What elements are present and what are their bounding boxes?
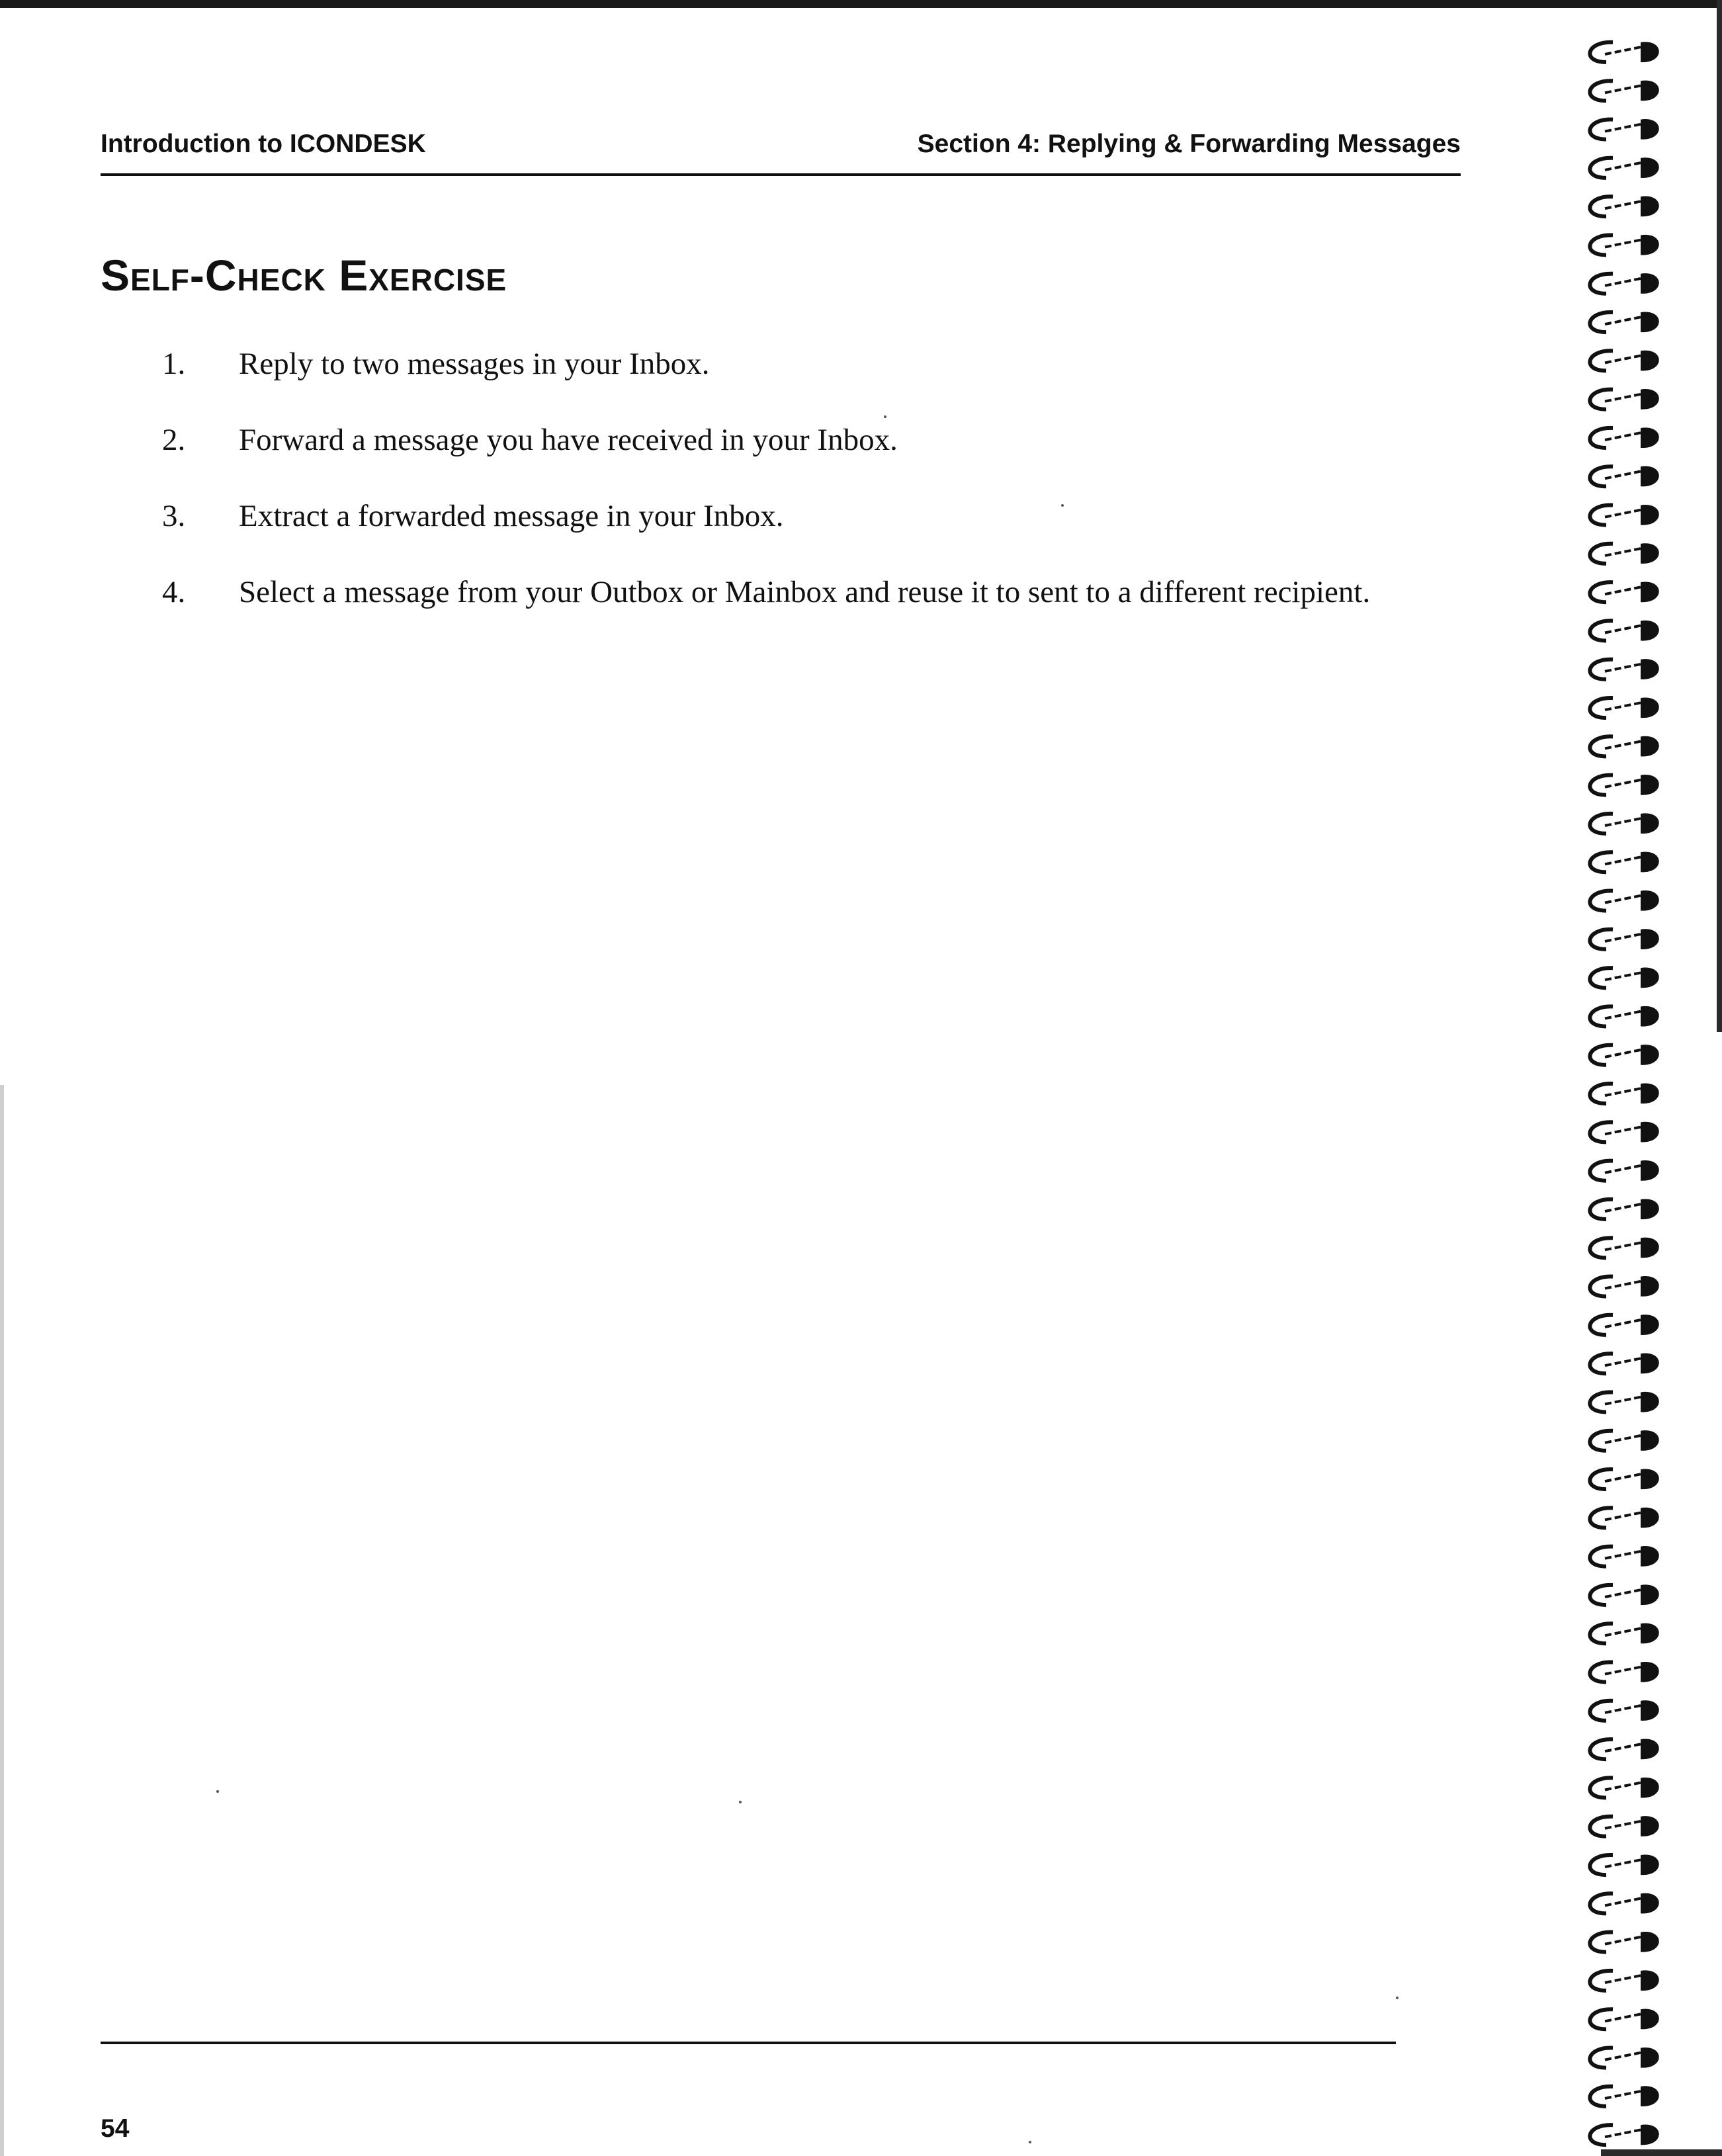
page-title: Self-Check Exercise — [101, 251, 507, 300]
spiral-coil — [1590, 1778, 1658, 1798]
spiral-coil — [1590, 1662, 1658, 1682]
header-section-title: Section 4: Replying & Forwarding Messages — [917, 130, 1461, 158]
spiral-coil — [1590, 736, 1658, 757]
spiral-coil — [1590, 1430, 1658, 1451]
exercise-text: Reply to two messages in your Inbox. — [239, 347, 710, 381]
spiral-coil — [1590, 2048, 1658, 2068]
spiral-coil — [1590, 582, 1658, 603]
spiral-coil — [1590, 1816, 1658, 1836]
exercise-item-3 — [162, 496, 1419, 536]
scan-speck — [739, 1801, 742, 1803]
spiral-coil — [1590, 1354, 1658, 1374]
spiral-coil — [1590, 1854, 1658, 1875]
spiral-coil — [1590, 312, 1658, 332]
spiral-coil — [1590, 427, 1658, 448]
spiral-coil — [1590, 42, 1658, 62]
exercise-number: 2. — [162, 423, 186, 457]
spiral-coil — [1590, 1160, 1658, 1181]
header-document-title: Introduction to ICONDESK — [101, 130, 426, 158]
spiral-coil — [1590, 235, 1658, 255]
exercise-number: 1. — [162, 347, 186, 381]
spiral-coil — [1590, 2009, 1658, 2030]
spiral-coil — [1590, 119, 1658, 140]
exercise-item-1 — [162, 344, 1419, 384]
scan-speck — [884, 415, 886, 418]
spiral-coil — [1590, 852, 1658, 873]
spiral-coil — [1590, 466, 1658, 487]
scan-top-edge — [0, 0, 1722, 8]
page-header — [101, 126, 1461, 176]
spiral-coil — [1590, 775, 1658, 795]
exercise-item-2 — [162, 420, 1419, 460]
spiral-coil — [1590, 1508, 1658, 1528]
spiral-coil — [1590, 890, 1658, 911]
spiral-coil — [1590, 1970, 1658, 1991]
spiral-coil — [1590, 1546, 1658, 1567]
spiral-coil — [1590, 1006, 1658, 1027]
spiral-coil — [1590, 81, 1658, 101]
spiral-coil — [1590, 2086, 1658, 2106]
spiral-coil — [1590, 1739, 1658, 1760]
spiral-coil — [1590, 2125, 1658, 2145]
exercise-item-4 — [162, 572, 1419, 612]
spiral-coil — [1590, 351, 1658, 371]
spiral-coil — [1590, 1238, 1658, 1258]
spiral-coil — [1590, 543, 1658, 564]
exercise-text: Extract a forwarded message in your Inbox. — [239, 499, 784, 533]
spiral-coil — [1590, 621, 1658, 641]
scan-speck — [1029, 2141, 1031, 2143]
scan-speck — [1061, 504, 1064, 507]
spiral-coil — [1590, 1276, 1658, 1297]
spiral-coil — [1590, 505, 1658, 525]
spiral-coil — [1590, 1122, 1658, 1143]
spiral-coil — [1590, 389, 1658, 410]
exercise-list — [162, 344, 1419, 648]
exercise-text: Select a message from your Outbox or Mainbox and reuse it to sent to a different recipient. — [239, 575, 1371, 609]
spiral-coil — [1590, 1623, 1658, 1644]
spiral-coil — [1590, 1932, 1658, 1952]
spiral-coil — [1590, 273, 1658, 294]
spiral-coil — [1590, 697, 1658, 718]
scan-speck — [1396, 1997, 1399, 1999]
footer-rule — [101, 2042, 1396, 2044]
exercise-number: 3. — [162, 499, 186, 533]
spiral-coil — [1590, 968, 1658, 988]
scan-speck — [216, 1790, 219, 1793]
spiral-coil — [1590, 1469, 1658, 1489]
page-number: 54 — [101, 2114, 130, 2143]
spiral-coil — [1590, 1584, 1658, 1605]
spiral-coil — [1590, 196, 1658, 217]
spiral-coil — [1590, 157, 1658, 178]
exercise-number: 4. — [162, 575, 186, 609]
spiral-coil — [1590, 929, 1658, 949]
spiral-coil — [1590, 1392, 1658, 1412]
scan-left-edge — [0, 1085, 4, 2156]
spiral-coil — [1590, 813, 1658, 834]
spiral-coil — [1590, 1083, 1658, 1103]
spiral-coil — [1590, 1045, 1658, 1065]
spiral-coil — [1590, 1199, 1658, 1219]
spiral-coil — [1590, 1315, 1658, 1335]
spiral-binding — [1567, 26, 1672, 2153]
spiral-coil — [1590, 1700, 1658, 1721]
spiral-coil — [1590, 1893, 1658, 1914]
spiral-coil — [1590, 659, 1658, 679]
scan-right-edge — [1717, 0, 1722, 1032]
exercise-text: Forward a message you have received in your Inbox. — [239, 423, 898, 457]
